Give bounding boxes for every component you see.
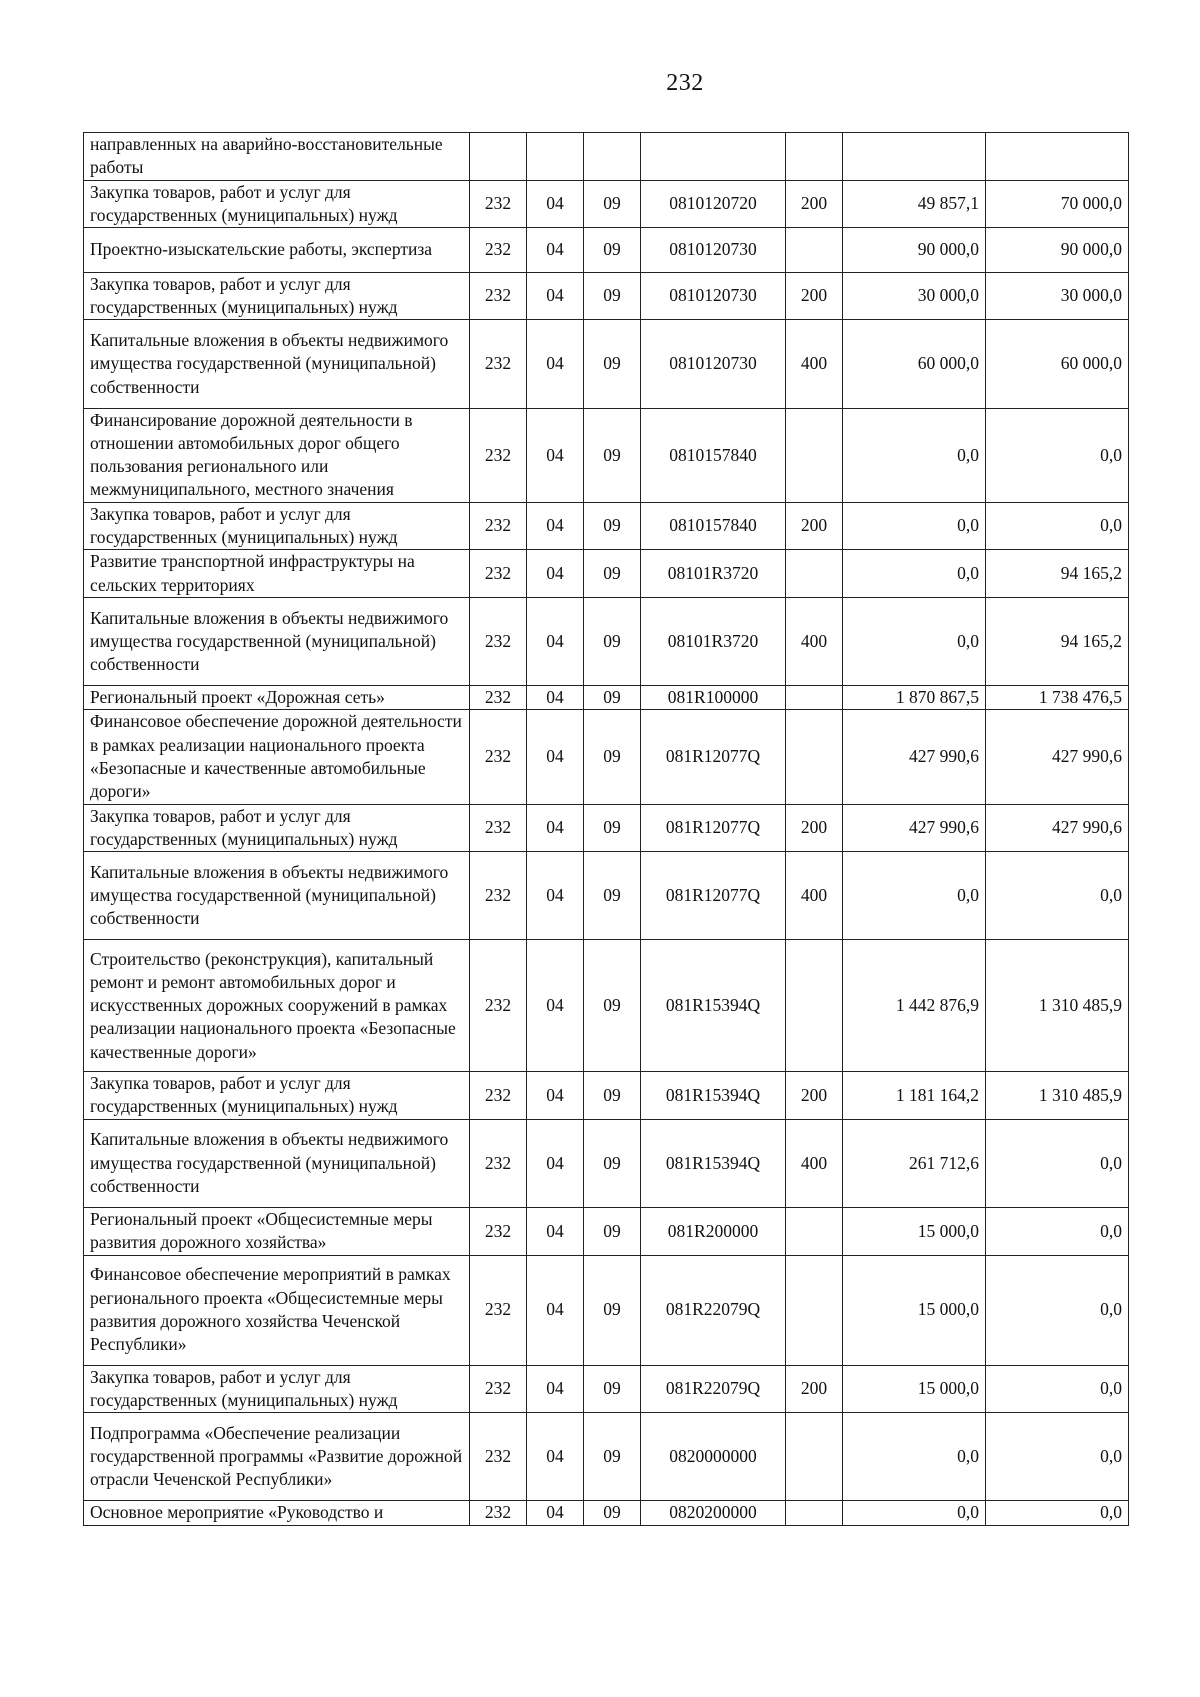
amount-year2-cell: 90 000,0 xyxy=(986,228,1129,273)
section-cell: 04 xyxy=(527,852,584,940)
expense-type-cell xyxy=(786,550,843,598)
table-row xyxy=(84,1072,1129,1120)
amount-year2-cell: 427 990,6 xyxy=(986,804,1129,852)
expense-type-cell xyxy=(786,1413,843,1501)
expense-type-cell: 200 xyxy=(786,1365,843,1413)
glava-cell: 232 xyxy=(470,1207,527,1255)
glava-cell: 232 xyxy=(470,1365,527,1413)
amount-year2-cell: 427 990,6 xyxy=(986,710,1129,804)
subsection-cell: 09 xyxy=(584,320,641,408)
target-article-cell: 081R22079Q xyxy=(641,1365,786,1413)
section-cell: 04 xyxy=(527,1501,584,1525)
row-name-cell: Региональный проект «Дорожная сеть» xyxy=(84,686,470,710)
subsection-cell: 09 xyxy=(584,710,641,804)
subsection-cell: 09 xyxy=(584,686,641,710)
amount-year2-cell: 70 000,0 xyxy=(986,180,1129,228)
amount-year1-cell: 0,0 xyxy=(843,502,986,550)
section-cell: 04 xyxy=(527,180,584,228)
expense-type-cell xyxy=(786,133,843,181)
section-cell: 04 xyxy=(527,550,584,598)
expense-type-cell: 200 xyxy=(786,1072,843,1120)
row-name-cell: Закупка товаров, работ и услуг для государственных (муниципальных) нужд xyxy=(84,1365,470,1413)
glava-cell: 232 xyxy=(470,1072,527,1120)
row-name-cell: Закупка товаров, работ и услуг для государственных (муниципальных) нужд xyxy=(84,272,470,320)
section-cell: 04 xyxy=(527,502,584,550)
row-name-cell: Региональный проект «Общесистемные меры развития дорожного хозяйства» xyxy=(84,1207,470,1255)
subsection-cell: 09 xyxy=(584,1207,641,1255)
amount-year1-cell: 60 000,0 xyxy=(843,320,986,408)
subsection-cell: 09 xyxy=(584,940,641,1072)
subsection-cell: 09 xyxy=(584,272,641,320)
glava-cell: 232 xyxy=(470,408,527,502)
amount-year1-cell: 427 990,6 xyxy=(843,710,986,804)
subsection-cell: 09 xyxy=(584,502,641,550)
section-cell: 04 xyxy=(527,1207,584,1255)
target-article-cell: 08101R3720 xyxy=(641,550,786,598)
table-row xyxy=(84,1207,1129,1255)
amount-year2-cell: 1 310 485,9 xyxy=(986,1072,1129,1120)
section-cell: 04 xyxy=(527,710,584,804)
amount-year1-cell: 0,0 xyxy=(843,597,986,685)
target-article-cell: 0810157840 xyxy=(641,408,786,502)
target-article-cell: 0820200000 xyxy=(641,1501,786,1525)
target-article-cell: 081R100000 xyxy=(641,686,786,710)
target-article-cell: 0810120730 xyxy=(641,272,786,320)
amount-year1-cell: 1 870 867,5 xyxy=(843,686,986,710)
glava-cell: 232 xyxy=(470,804,527,852)
expense-type-cell xyxy=(786,1501,843,1525)
section-cell: 04 xyxy=(527,1413,584,1501)
table-row xyxy=(84,272,1129,320)
row-name-cell: Основное мероприятие «Руководство и xyxy=(84,1501,470,1525)
amount-year1-cell: 0,0 xyxy=(843,408,986,502)
amount-year1-cell: 90 000,0 xyxy=(843,228,986,273)
expense-type-cell: 400 xyxy=(786,320,843,408)
amount-year2-cell: 30 000,0 xyxy=(986,272,1129,320)
amount-year2-cell: 0,0 xyxy=(986,852,1129,940)
expense-type-cell: 200 xyxy=(786,272,843,320)
amount-year2-cell: 0,0 xyxy=(986,1255,1129,1365)
row-name-cell: Финансовое обеспечение мероприятий в рамках регионального проекта «Общесистемные меры развития дорожного хозяйства Чеченской Республики» xyxy=(84,1255,470,1365)
target-article-cell: 081R12077Q xyxy=(641,804,786,852)
expense-type-cell xyxy=(786,710,843,804)
glava-cell xyxy=(470,133,527,181)
expense-type-cell xyxy=(786,1255,843,1365)
table-row xyxy=(84,133,1129,181)
amount-year1-cell: 30 000,0 xyxy=(843,272,986,320)
expense-type-cell: 200 xyxy=(786,804,843,852)
target-article-cell: 0810120720 xyxy=(641,180,786,228)
glava-cell: 232 xyxy=(470,1255,527,1365)
subsection-cell: 09 xyxy=(584,1501,641,1525)
amount-year2-cell xyxy=(986,133,1129,181)
target-article-cell: 081R22079Q xyxy=(641,1255,786,1365)
row-name-cell: Закупка товаров, работ и услуг для государственных (муниципальных) нужд xyxy=(84,180,470,228)
budget-table-body xyxy=(84,133,1129,1526)
row-name-cell: Подпрограмма «Обеспечение реализации государственной программы «Развитие дорожной отрасли Чеченской Республики» xyxy=(84,1413,470,1501)
amount-year2-cell: 0,0 xyxy=(986,1501,1129,1525)
glava-cell: 232 xyxy=(470,502,527,550)
table-row xyxy=(84,1501,1129,1525)
subsection-cell: 09 xyxy=(584,1365,641,1413)
table-row xyxy=(84,1413,1129,1501)
glava-cell: 232 xyxy=(470,1413,527,1501)
section-cell: 04 xyxy=(527,1072,584,1120)
amount-year1-cell: 1 442 876,9 xyxy=(843,940,986,1072)
glava-cell: 232 xyxy=(470,686,527,710)
row-name-cell: Закупка товаров, работ и услуг для государственных (муниципальных) нужд xyxy=(84,804,470,852)
section-cell xyxy=(527,133,584,181)
amount-year1-cell: 0,0 xyxy=(843,1413,986,1501)
amount-year2-cell: 0,0 xyxy=(986,1365,1129,1413)
row-name-cell: Капитальные вложения в объекты недвижимого имущества государственной (муниципальной) собственности xyxy=(84,1119,470,1207)
subsection-cell xyxy=(584,133,641,181)
target-article-cell: 0820000000 xyxy=(641,1413,786,1501)
subsection-cell: 09 xyxy=(584,228,641,273)
glava-cell: 232 xyxy=(470,228,527,273)
target-article-cell: 08101R3720 xyxy=(641,597,786,685)
amount-year2-cell: 0,0 xyxy=(986,408,1129,502)
subsection-cell: 09 xyxy=(584,852,641,940)
section-cell: 04 xyxy=(527,686,584,710)
table-row xyxy=(84,1255,1129,1365)
glava-cell: 232 xyxy=(470,852,527,940)
section-cell: 04 xyxy=(527,272,584,320)
subsection-cell: 09 xyxy=(584,804,641,852)
row-name-cell: Финансирование дорожной деятельности в отношении автомобильных дорог общего пользования регионального или межмуниципального, местного значения xyxy=(84,408,470,502)
amount-year2-cell: 0,0 xyxy=(986,1119,1129,1207)
table-row xyxy=(84,502,1129,550)
target-article-cell: 081R15394Q xyxy=(641,1119,786,1207)
table-row xyxy=(84,1365,1129,1413)
subsection-cell: 09 xyxy=(584,1413,641,1501)
row-name-cell: Закупка товаров, работ и услуг для государственных (муниципальных) нужд xyxy=(84,502,470,550)
amount-year2-cell: 0,0 xyxy=(986,502,1129,550)
target-article-cell: 0810120730 xyxy=(641,320,786,408)
subsection-cell: 09 xyxy=(584,597,641,685)
amount-year2-cell: 94 165,2 xyxy=(986,550,1129,598)
table-row xyxy=(84,180,1129,228)
amount-year2-cell: 60 000,0 xyxy=(986,320,1129,408)
row-name-cell: Капитальные вложения в объекты недвижимого имущества государственной (муниципальной) собственности xyxy=(84,320,470,408)
row-name-cell: Капитальные вложения в объекты недвижимого имущества государственной (муниципальной) собственности xyxy=(84,852,470,940)
expense-type-cell: 400 xyxy=(786,1119,843,1207)
amount-year1-cell: 0,0 xyxy=(843,1501,986,1525)
expense-type-cell: 400 xyxy=(786,852,843,940)
amount-year2-cell: 0,0 xyxy=(986,1413,1129,1501)
subsection-cell: 09 xyxy=(584,550,641,598)
section-cell: 04 xyxy=(527,597,584,685)
expense-type-cell: 200 xyxy=(786,180,843,228)
table-row xyxy=(84,320,1129,408)
expense-type-cell xyxy=(786,686,843,710)
subsection-cell: 09 xyxy=(584,1072,641,1120)
section-cell: 04 xyxy=(527,320,584,408)
section-cell: 04 xyxy=(527,1119,584,1207)
section-cell: 04 xyxy=(527,804,584,852)
amount-year2-cell: 1 310 485,9 xyxy=(986,940,1129,1072)
table-row xyxy=(84,550,1129,598)
section-cell: 04 xyxy=(527,408,584,502)
glava-cell: 232 xyxy=(470,272,527,320)
table-row xyxy=(84,597,1129,685)
table-row xyxy=(84,228,1129,273)
subsection-cell: 09 xyxy=(584,1255,641,1365)
target-article-cell: 081R15394Q xyxy=(641,1072,786,1120)
glava-cell: 232 xyxy=(470,320,527,408)
table-row xyxy=(84,804,1129,852)
section-cell: 04 xyxy=(527,1255,584,1365)
glava-cell: 232 xyxy=(470,180,527,228)
target-article-cell xyxy=(641,133,786,181)
expense-type-cell xyxy=(786,228,843,273)
table-row xyxy=(84,710,1129,804)
amount-year1-cell: 15 000,0 xyxy=(843,1255,986,1365)
section-cell: 04 xyxy=(527,940,584,1072)
expense-type-cell: 200 xyxy=(786,502,843,550)
subsection-cell: 09 xyxy=(584,180,641,228)
target-article-cell: 081R200000 xyxy=(641,1207,786,1255)
budget-table xyxy=(83,132,1129,1526)
glava-cell: 232 xyxy=(470,597,527,685)
amount-year1-cell: 1 181 164,2 xyxy=(843,1072,986,1120)
expense-type-cell: 400 xyxy=(786,597,843,685)
amount-year2-cell: 94 165,2 xyxy=(986,597,1129,685)
section-cell: 04 xyxy=(527,1365,584,1413)
amount-year2-cell: 1 738 476,5 xyxy=(986,686,1129,710)
table-row xyxy=(84,1119,1129,1207)
table-row xyxy=(84,686,1129,710)
row-name-cell: Капитальные вложения в объекты недвижимого имущества государственной (муниципальной) собственности xyxy=(84,597,470,685)
amount-year1-cell: 427 990,6 xyxy=(843,804,986,852)
subsection-cell: 09 xyxy=(584,1119,641,1207)
expense-type-cell xyxy=(786,1207,843,1255)
glava-cell: 232 xyxy=(470,1119,527,1207)
expense-type-cell xyxy=(786,408,843,502)
target-article-cell: 0810157840 xyxy=(641,502,786,550)
glava-cell: 232 xyxy=(470,710,527,804)
glava-cell: 232 xyxy=(470,550,527,598)
table-row xyxy=(84,940,1129,1072)
row-name-cell: Финансовое обеспечение дорожной деятельности в рамках реализации национального проекта «Безопасные и качественные автомобильные дороги» xyxy=(84,710,470,804)
target-article-cell: 081R12077Q xyxy=(641,852,786,940)
target-article-cell: 0810120730 xyxy=(641,228,786,273)
row-name-cell: Строительство (реконструкция), капитальный ремонт и ремонт автомобильных дорог и искусственных дорожных сооружений в рамках реализации национального проекта «Безопасные качественные дороги» xyxy=(84,940,470,1072)
target-article-cell: 081R15394Q xyxy=(641,940,786,1072)
section-cell: 04 xyxy=(527,228,584,273)
subsection-cell: 09 xyxy=(584,408,641,502)
expense-type-cell xyxy=(786,940,843,1072)
row-name-cell: Проектно-изыскательские работы, экспертиза xyxy=(84,228,470,273)
glava-cell: 232 xyxy=(470,1501,527,1525)
row-name-cell: Закупка товаров, работ и услуг для государственных (муниципальных) нужд xyxy=(84,1072,470,1120)
amount-year2-cell: 0,0 xyxy=(986,1207,1129,1255)
amount-year1-cell: 49 857,1 xyxy=(843,180,986,228)
table-row xyxy=(84,408,1129,502)
target-article-cell: 081R12077Q xyxy=(641,710,786,804)
amount-year1-cell: 0,0 xyxy=(843,852,986,940)
amount-year1-cell: 15 000,0 xyxy=(843,1365,986,1413)
row-name-cell: направленных на аварийно-восстановительные работы xyxy=(84,133,470,181)
row-name-cell: Развитие транспортной инфраструктуры на сельских территориях xyxy=(84,550,470,598)
table-row xyxy=(84,852,1129,940)
amount-year1-cell: 15 000,0 xyxy=(843,1207,986,1255)
amount-year1-cell: 0,0 xyxy=(843,550,986,598)
glava-cell: 232 xyxy=(470,940,527,1072)
amount-year1-cell xyxy=(843,133,986,181)
page-number: 232 xyxy=(666,70,704,96)
amount-year1-cell: 261 712,6 xyxy=(843,1119,986,1207)
